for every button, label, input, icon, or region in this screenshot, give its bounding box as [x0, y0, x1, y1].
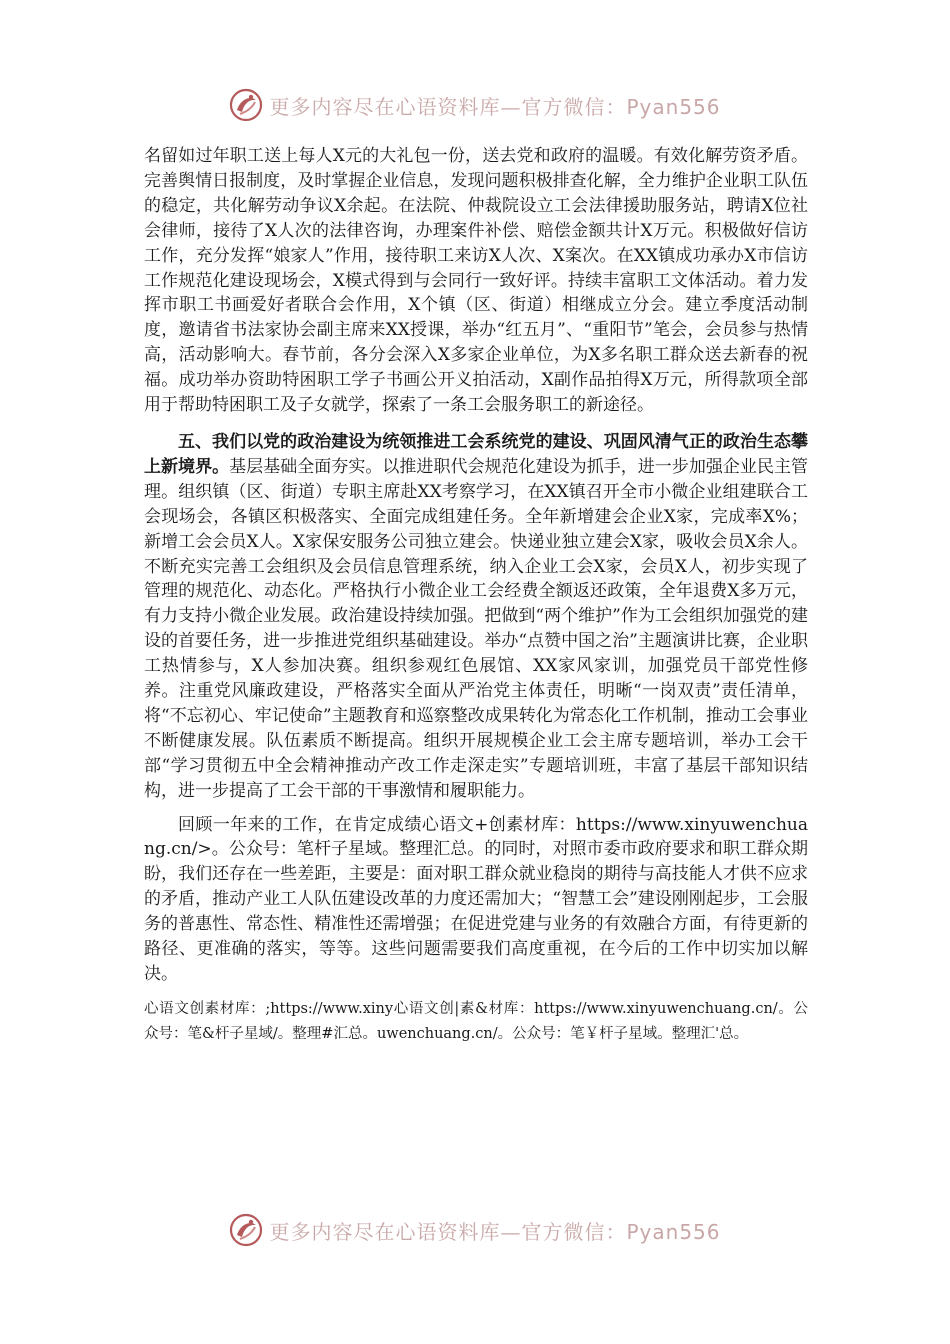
footer-banner[interactable]: [0, 1208, 950, 1252]
footer-banner-label: 更多内容尽在心语资料库—官方微信：: [269, 1219, 627, 1244]
header-banner-text: [269, 91, 720, 120]
paragraph-2-body: 基层基础全面夯实。以推进职代会规范化建设为抓手，进一步加强企业民主管理。组织镇（区、街道）专职主席赴XX考察学习，在XX镇召开全市小微企业组建联合工会现场会，各镇区积极落实、全面完成组建任务。全年新增建会企业X家，完成率X%；新增工会会员X人。X家保安服务公司独立建会。快递业独立建会X家，吸收会员X余人。不断充实完善工会组织及会员信息管理系统，纳入企业工会X家，会员X人，初步实现了管理的规范化、动态化。严格执行小微企业工会经费全额返还政策，全年退费X多万元，有力支持小微企业发展。政治建设持续加强。把做到“两个维护”作为工会组织加强党的建设的首要任务，进一步推进党组织基础建设。举办“点赞中国之治”主题演讲比赛，企业职工热情参与，X人参加决赛。组织参观红色展馆、XX家风家训，加强党员干部党性修养。注重党风廉政建设，严格落实全面从严治党主体责任，明晰“一岗双责”责任清单，将“不忘初心、牢记使命”主题教育和巡察整改成果转化为常态化工作机制，推动工会事业不断健康发展。队伍素质不断提高。组织开展规模企业工会主席专题培训，举办工会干部“学习贯彻五中全会精神推动产改工作走深走实”专题培训班，丰富了基层干部知识结构，进一步提高了工会干部的干事激情和履职能力。: [144, 456, 809, 801]
header-wechat-id: Pyan556: [626, 94, 721, 119]
swirl-logo-icon: [229, 88, 263, 122]
header-banner-label: 更多内容尽在心语资料库—官方微信：: [269, 94, 627, 119]
header-banner[interactable]: [0, 83, 950, 127]
footer-banner-text: [269, 1216, 720, 1245]
section-heading-5: 五、我们以党的政治建设为统领推进工会系统党的建设、巩固风清气正的政治生态攀上新境界。: [144, 431, 808, 477]
paragraph-1: 名留如过年职工送上每人X元的大礼包一份，送去党和政府的温暖。有效化解劳资矛盾。完善舆情日报制度，及时掌握企业信息，发现问题积极排查化解，全力维护企业职工队伍的稳定，共化解劳动争议X余起。在法院、仲裁院设立工会法律援助服务站，聘请X位社会律师，接待了X人次的法律咨询，办理案件补偿、赔偿金额共计X万元。积极做好信访工作，充分发挥“娘家人”作用，接待职工来访X人次、X案次。在XX镇成功承办X市信访工作规范化建设现场会，X模式得到与会同行一致好评。持续丰富职工文体活动。着力发挥市职工书画爱好者联合会作用，X个镇（区、街道）相继成立分会。建立季度活动制度，邀请省书法家协会副主席来XX授课，举办“红五月”、“重阳节”笔会，会员参与热情高，活动影响大。春节前，各分会深入X多家企业单位，为X多名职工群众送去新春的祝福。成功举办资助特困职工学子书画公开义拍活动，X副作品拍得X万元，所得款项全部用于帮助特困职工及子女就学，探索了一条工会服务职工的新途径。: [144, 146, 808, 416]
paragraph-2: [144, 430, 808, 804]
watermark-note: 心语文创素材库：;https://www.xiny心语文创|素&材库：https://www.xinyuwenchuang.cn/。公众号：笔&杆子星域/。整理#汇总。uwenchuang.cn/。公众号：笔￥杆子星域。整理汇'总。: [144, 1000, 808, 1042]
paragraph-3: 回顾一年来的工作，在肯定成绩心语文+创素材库：https://www.xinyuwenchuang.cn/>。公众号：笔杆子星域。整理汇总。的同时，对照市委市政府要求和职工群众期盼，我们还存在一些差距，主要是：面对职工群众就业稳岗的期待与高技能人才供不应求的矛盾，推动产业工人队伍建设改革的力度还需加大；“智慧工会”建设刚刚起步，工会服务的普惠性、常态性、精准性还需增强；在促进党建与业务的有效融合方面，有待更新的路径、更准确的落实，等等。这些问题需要我们高度重视，在今后的工作中切实加以解决。: [144, 814, 808, 984]
footer-wechat-id: Pyan556: [626, 1219, 721, 1244]
document-body: [144, 144, 808, 1047]
swirl-logo-icon: [229, 1213, 263, 1247]
